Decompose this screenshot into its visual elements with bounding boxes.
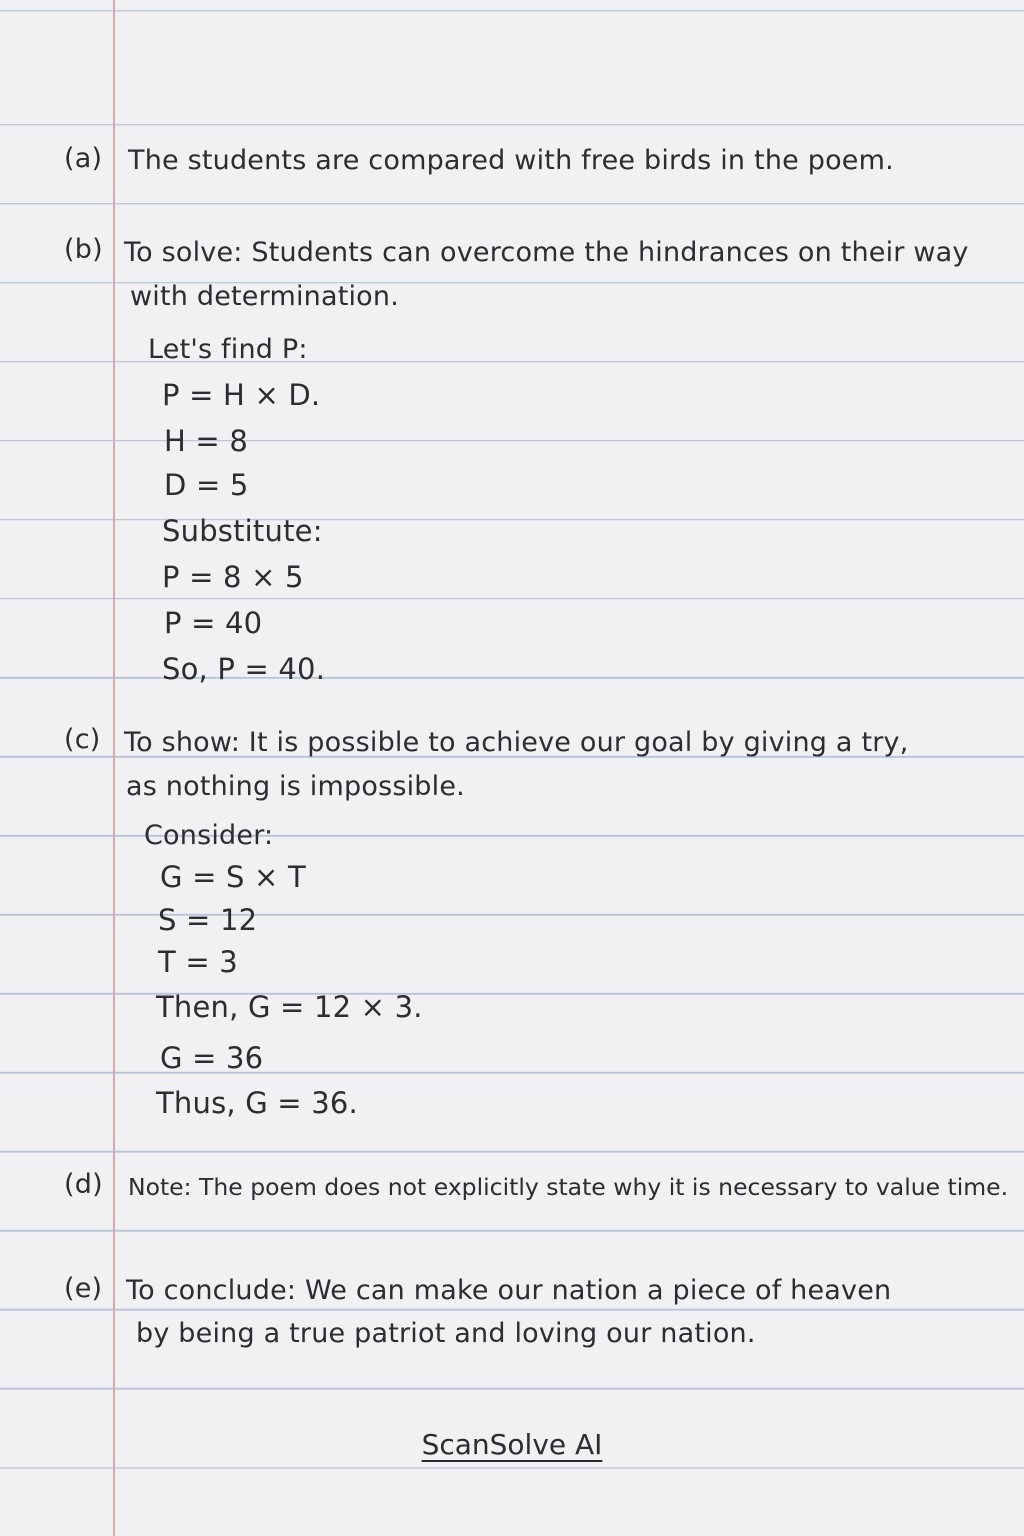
answer-c-work-2: G = S × T xyxy=(160,860,306,894)
answer-b-work-7: P = 40 xyxy=(164,606,263,640)
answer-b-line-1: To solve: Students can overcome the hindrances on their way xyxy=(124,237,969,268)
answer-e-line-2: by being a true patriot and loving our nation. xyxy=(136,1318,756,1349)
margin-line xyxy=(113,0,115,1536)
answer-c-work-6: G = 36 xyxy=(160,1041,264,1075)
answer-c-work-7: Thus, G = 36. xyxy=(156,1086,358,1120)
answer-b-work-1: Let's find P: xyxy=(148,334,308,365)
answer-a-label: (a) xyxy=(64,143,103,174)
answer-d-label: (d) xyxy=(64,1169,103,1200)
answer-c-label: (c) xyxy=(64,724,101,755)
answer-c-work-1: Consider: xyxy=(144,820,274,851)
answer-a-line-1: The students are compared with free birds in the poem. xyxy=(128,145,894,176)
answer-d-line-1: Note: The poem does not explicitly state why it is necessary to value time. xyxy=(128,1173,1009,1201)
answer-c-work-4: T = 3 xyxy=(158,945,238,979)
footer xyxy=(0,1428,1024,1461)
answer-b-line-2: with determination. xyxy=(130,281,400,312)
answer-c-line-2: as nothing is impossible. xyxy=(126,771,465,802)
answer-e-label: (e) xyxy=(64,1273,103,1304)
answer-c-work-5: Then, G = 12 × 3. xyxy=(156,990,423,1024)
answer-c-line-1: To show: It is possible to achieve our goal by giving a try, xyxy=(124,727,909,758)
answer-b-label: (b) xyxy=(64,234,103,265)
answer-b-work-8: So, P = 40. xyxy=(162,652,326,686)
footer-brand: ScanSolve AI xyxy=(421,1428,603,1461)
answer-e-line-1: To conclude: We can make our nation a piece of heaven xyxy=(126,1275,892,1306)
answer-b-work-2: P = H × D. xyxy=(162,378,321,412)
answer-b-work-4: D = 5 xyxy=(164,468,249,502)
answer-b-work-3: H = 8 xyxy=(164,424,248,458)
answer-b-work-5: Substitute: xyxy=(162,514,323,548)
answer-b-work-6: P = 8 × 5 xyxy=(162,560,304,594)
answer-c-work-3: S = 12 xyxy=(158,903,258,937)
